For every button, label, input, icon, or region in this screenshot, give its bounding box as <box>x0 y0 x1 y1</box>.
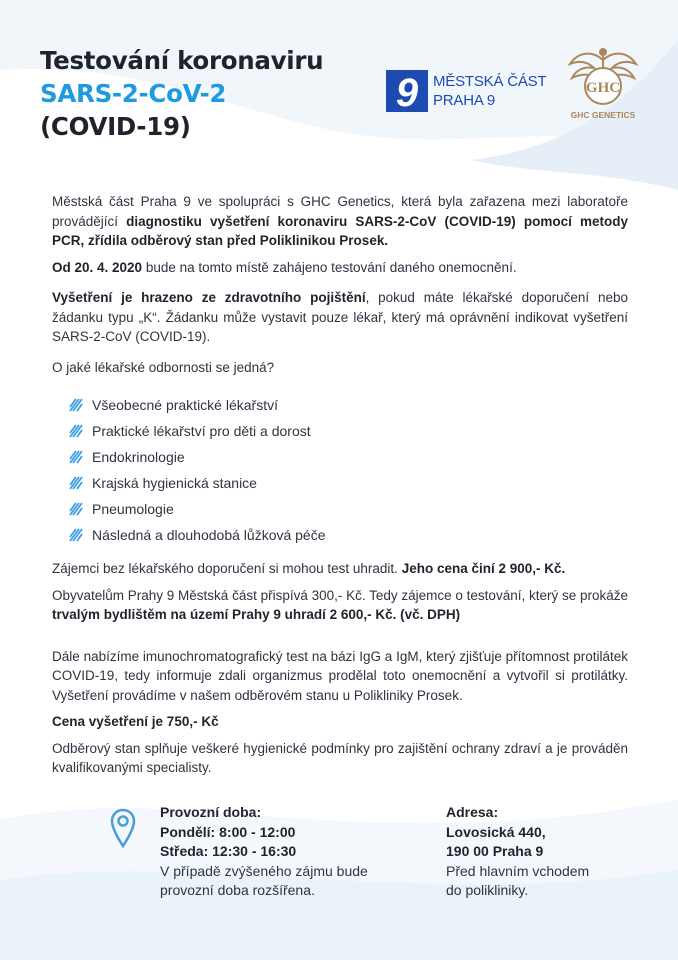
insurance-paragraph <box>52 288 628 347</box>
discount-paragraph <box>52 586 628 625</box>
opening-hours <box>160 803 368 901</box>
hours-row-wednesday <box>160 842 368 862</box>
specialty-label: Pneumologie <box>92 501 174 517</box>
price-bold: Jeho cena činí 2 900,- Kč. <box>401 561 566 576</box>
ghc-emblem-icon <box>566 42 640 110</box>
main-content <box>52 192 628 778</box>
start-date-paragraph <box>52 258 628 278</box>
address-street-text: Lovosická 440, <box>446 823 546 840</box>
address-city-text: 190 00 Praha 9 <box>446 843 544 859</box>
specialties-question: O jaké lékařské odbornosti se jedná? <box>52 359 275 375</box>
specialty-label: Praktické lékařství pro děti a dorost <box>92 423 311 439</box>
address-heading <box>446 803 589 823</box>
specialty-label: Všeobecné praktické lékařství <box>92 397 278 413</box>
insurance-text: , pokud máte lékařské doporučení nebo žádanku typu „K“. Žádanku může vystavit pouze lékař, který má oprávnění indikovat vyšetření SARS-2-CoV (COVID-19). <box>52 290 628 344</box>
address-street <box>446 823 589 843</box>
address-city <box>446 842 589 862</box>
intro-bold: diagnostiku vyšetření koronaviru SARS-2-CoV (COVID-19) pomocí metody PCR, zřídila odběrový stan před Poliklinikou Prosek. <box>52 213 628 248</box>
hours-note-line2: provozní doba rozšířena. <box>160 882 315 898</box>
praha-logo-text <box>433 72 546 110</box>
address-block <box>446 803 589 901</box>
hours-day: Středa: <box>160 843 209 859</box>
specialty-label: Krajská hygienická stanice <box>92 475 257 491</box>
list-item <box>52 470 628 496</box>
ghc-monogram: GHC <box>585 80 621 96</box>
specialty-label: Následná a dlouhodobá lůžková péče <box>92 527 326 543</box>
price-text: Zájemci bez lékařského doporučení si mohou test uhradit. <box>52 561 402 576</box>
specialty-list <box>52 392 628 548</box>
hours-heading-text: Provozní doba: <box>160 804 262 820</box>
diagonal-stripes-icon <box>69 502 83 516</box>
diagonal-stripes-icon <box>69 528 83 542</box>
antibody-price-bold: Cena vyšetření je 750,- Kč <box>52 714 219 729</box>
hours-time: 12:30 - 16:30 <box>212 843 297 859</box>
address-note-line2: do polikliniky. <box>446 882 529 898</box>
hygiene-paragraph: Odběrový stan splňuje veškeré hygienické podmínky pro zajištění ochrany zdraví a je prováděn kvalifikovanými specialisty. <box>52 740 628 775</box>
title-line-2: SARS-2-CoV-2 <box>40 79 227 108</box>
mestska-cast-praha-9-logo <box>386 70 556 112</box>
hours-note-line1: V případě zvýšeného zájmu bude <box>160 862 368 879</box>
ghc-caption: GHC GENETICS <box>570 110 636 120</box>
list-item <box>52 392 628 418</box>
praha-logo-line1: MĚSTSKÁ ČÁST <box>433 73 547 90</box>
list-item <box>52 496 628 522</box>
page-title <box>40 44 323 143</box>
intro-text: Městská část Praha 9 ve spolupráci s GHC Genetics, která byla zařazena mezi laboratoře provádějící <box>52 194 628 229</box>
address-note-line1: Před hlavním vchodem <box>446 862 590 879</box>
diagonal-stripes-icon <box>69 424 83 438</box>
price-paragraph <box>52 559 628 579</box>
start-date-text: bude na tomto místě zahájeno testování daného onemocnění. <box>142 259 517 275</box>
insurance-bold: Vyšetření je hrazeno ze zdravotního pojištění <box>52 290 366 305</box>
praha-logo-line2: PRAHA 9 <box>433 92 495 109</box>
hours-time: 8:00 - 12:00 <box>219 823 296 840</box>
diagonal-stripes-icon <box>69 450 83 464</box>
diagonal-stripes-icon <box>69 398 83 412</box>
specialty-label: Endokrinologie <box>92 449 185 465</box>
hours-heading <box>160 803 368 823</box>
start-date: Od 20. 4. 2020 <box>52 259 143 275</box>
address-heading-text: Adresa: <box>446 804 499 820</box>
praha-9-mark: 9 <box>386 70 428 112</box>
list-item <box>52 418 628 444</box>
title-line-1: Testování koronaviru <box>40 46 324 75</box>
diagonal-stripes-icon <box>69 476 83 490</box>
hours-row-monday <box>160 823 368 843</box>
discount-bold: trvalým bydlištěm na území Prahy 9 uhradí 2 600,- Kč. (vč. DPH) <box>52 607 461 622</box>
antibody-price <box>52 712 628 732</box>
antibody-test-paragraph: Dále nabízíme imunochromatografický test na bázi IgG a IgM, který zjišťuje přítomnost protilátek COVID-19, tedy informuje zdali organizmus prodělal toto onemocnění a vytvořil si protilátky. Vyšetření provádíme v našem odběrovém stanu u Polikliniky Prosek. <box>52 648 628 703</box>
title-line-3: (COVID-19) <box>40 112 191 141</box>
hours-day: Pondělí: <box>160 823 216 840</box>
list-item <box>52 444 628 470</box>
intro-paragraph <box>52 192 628 251</box>
ghc-genetics-logo <box>566 42 640 124</box>
map-pin-icon <box>110 808 136 850</box>
discount-text: Obyvatelům Prahy 9 Městská část přispívá 300,- Kč. Tedy zájemce o testování, který se prokáže <box>52 587 629 603</box>
list-item <box>52 522 628 548</box>
